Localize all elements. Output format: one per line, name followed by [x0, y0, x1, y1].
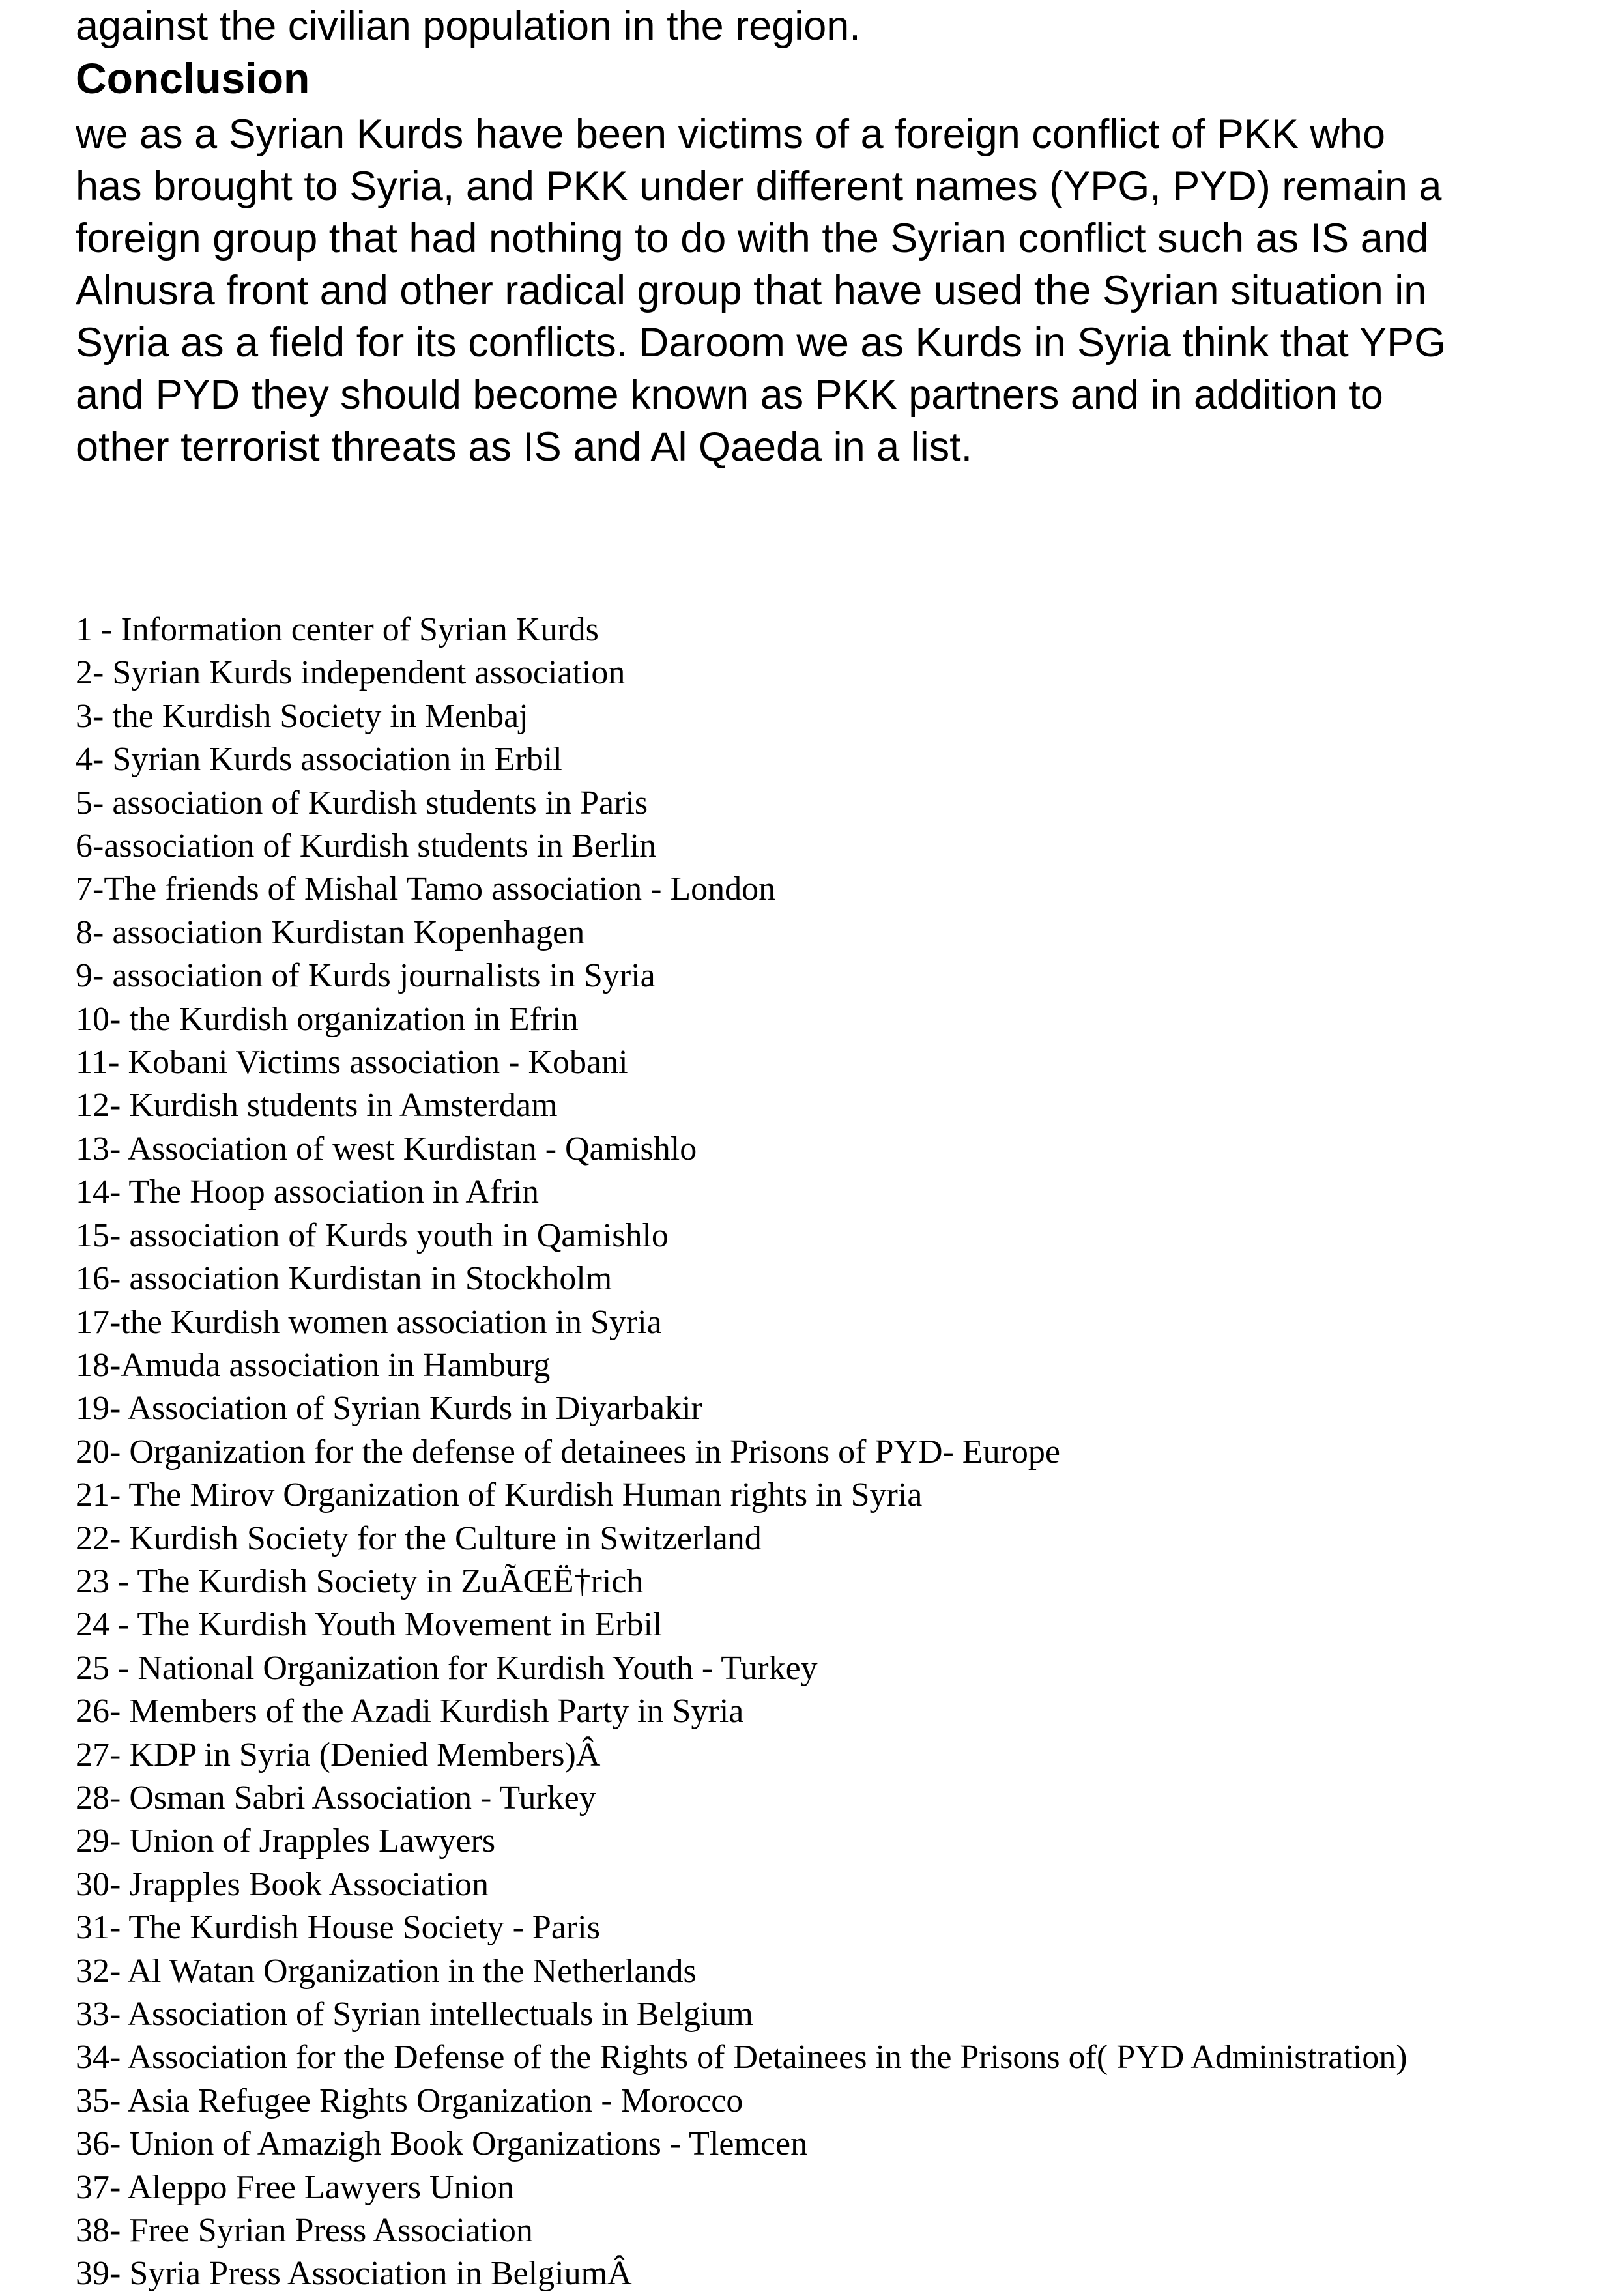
list-item: 22- Kurdish Society for the Culture in Switzerland	[76, 1519, 762, 1557]
list-item: 4- Syrian Kurds association in Erbil	[76, 741, 562, 779]
list-item: 10- the Kurdish organization in Efrin	[76, 1000, 579, 1038]
list-item: 17-the Kurdish women association in Syria	[76, 1303, 662, 1341]
list-item: 8- association Kurdistan Kopenhagen	[76, 913, 585, 951]
list-item: 11- Kobani Victims association - Kobani	[76, 1044, 628, 1082]
list-item: 18-Amuda association in Hamburg	[76, 1346, 551, 1384]
conclusion-heading: Conclusion	[76, 54, 310, 102]
list-item: 36- Union of Amazigh Book Organizations - Tlemcen	[76, 2125, 808, 2163]
conclusion-line: other terrorist threats as IS and Al Qaeda in a list.	[76, 424, 973, 470]
list-item: 26- Members of the Azadi Kurdish Party in Syria	[76, 1693, 744, 1730]
list-item: 27- KDP in Syria (Denied Members)Â	[76, 1736, 601, 1773]
signatory-organizations-list	[76, 609, 1407, 2296]
list-item: 19- Association of Syrian Kurds in Diyarbakir	[76, 1390, 702, 1428]
lead-paragraph-tail: against the civilian population in the region.	[76, 3, 861, 49]
list-item: 34- Association for the Defense of the Rights of Detainees in the Prisons of( PYD Administration)	[76, 2039, 1407, 2076]
list-item: 3- the Kurdish Society in Menbaj	[76, 697, 528, 735]
list-item: 2- Syrian Kurds independent association	[76, 654, 626, 692]
list-item: 29- Union of Jrapples Lawyers	[76, 1822, 496, 1860]
list-item: 16- association Kurdistan in Stockholm	[76, 1260, 613, 1298]
list-item: 6-association of Kurdish students in Berlin	[76, 827, 657, 865]
list-item: 28- Osman Sabri Association - Turkey	[76, 1779, 596, 1816]
list-item: 35- Asia Refugee Rights Organization - Morocco	[76, 2082, 743, 2119]
conclusion-line: Syria as a field for its conflicts. Daroom we as Kurds in Syria think that YPG	[76, 320, 1447, 366]
list-item: 31- The Kurdish House Society - Paris	[76, 1909, 600, 1947]
list-item: 13- Association of west Kurdistan - Qamishlo	[76, 1130, 697, 1168]
list-item: 1 - Information center of Syrian Kurds	[76, 611, 599, 648]
list-item: 24 - The Kurdish Youth Movement in Erbil	[76, 1606, 663, 1644]
list-item: 30- Jrapples Book Association	[76, 1865, 489, 1903]
conclusion-line: Alnusra front and other radical group that have used the Syrian situation in	[76, 268, 1427, 313]
conclusion-line: foreign group that had nothing to do with the Syrian conflict such as IS and	[76, 216, 1429, 261]
conclusion-line: we as a Syrian Kurds have been victims of a foreign conflict of PKK who	[76, 111, 1386, 157]
list-item: 7-The friends of Mishal Tamo association - London	[76, 870, 776, 908]
list-item: 21- The Mirov Organization of Kurdish Human rights in Syria	[76, 1476, 923, 1514]
conclusion-line: and PYD they should become known as PKK partners and in addition to	[76, 372, 1383, 418]
list-item: 39- Syria Press Association in BelgiumÂ	[76, 2255, 632, 2293]
list-item: 38- Free Syrian Press Association	[76, 2212, 533, 2250]
list-item: 33- Association of Syrian intellectuals in Belgium	[76, 1996, 753, 2033]
conclusion-line: has brought to Syria, and PKK under different names (YPG, PYD) remain a	[76, 164, 1442, 209]
conclusion-paragraph	[76, 108, 1561, 473]
list-item: 5- association of Kurdish students in Paris	[76, 784, 648, 822]
list-item: 37- Aleppo Free Lawyers Union	[76, 2168, 514, 2206]
list-item: 12- Kurdish students in Amsterdam	[76, 1087, 558, 1125]
list-item: 14- The Hoop association in Afrin	[76, 1173, 540, 1211]
list-item: 32- Al Watan Organization in the Netherlands	[76, 1952, 697, 1990]
list-item: 23 - The Kurdish Society in ZuÃŒË†rich	[76, 1562, 644, 1600]
list-item: 9- association of Kurds journalists in Syria	[76, 957, 656, 995]
list-item: 20- Organization for the defense of detainees in Prisons of PYD- Europe	[76, 1433, 1060, 1471]
list-item: 15- association of Kurds youth in Qamishlo	[76, 1216, 669, 1254]
list-item: 25 - National Organization for Kurdish Youth - Turkey	[76, 1649, 818, 1687]
